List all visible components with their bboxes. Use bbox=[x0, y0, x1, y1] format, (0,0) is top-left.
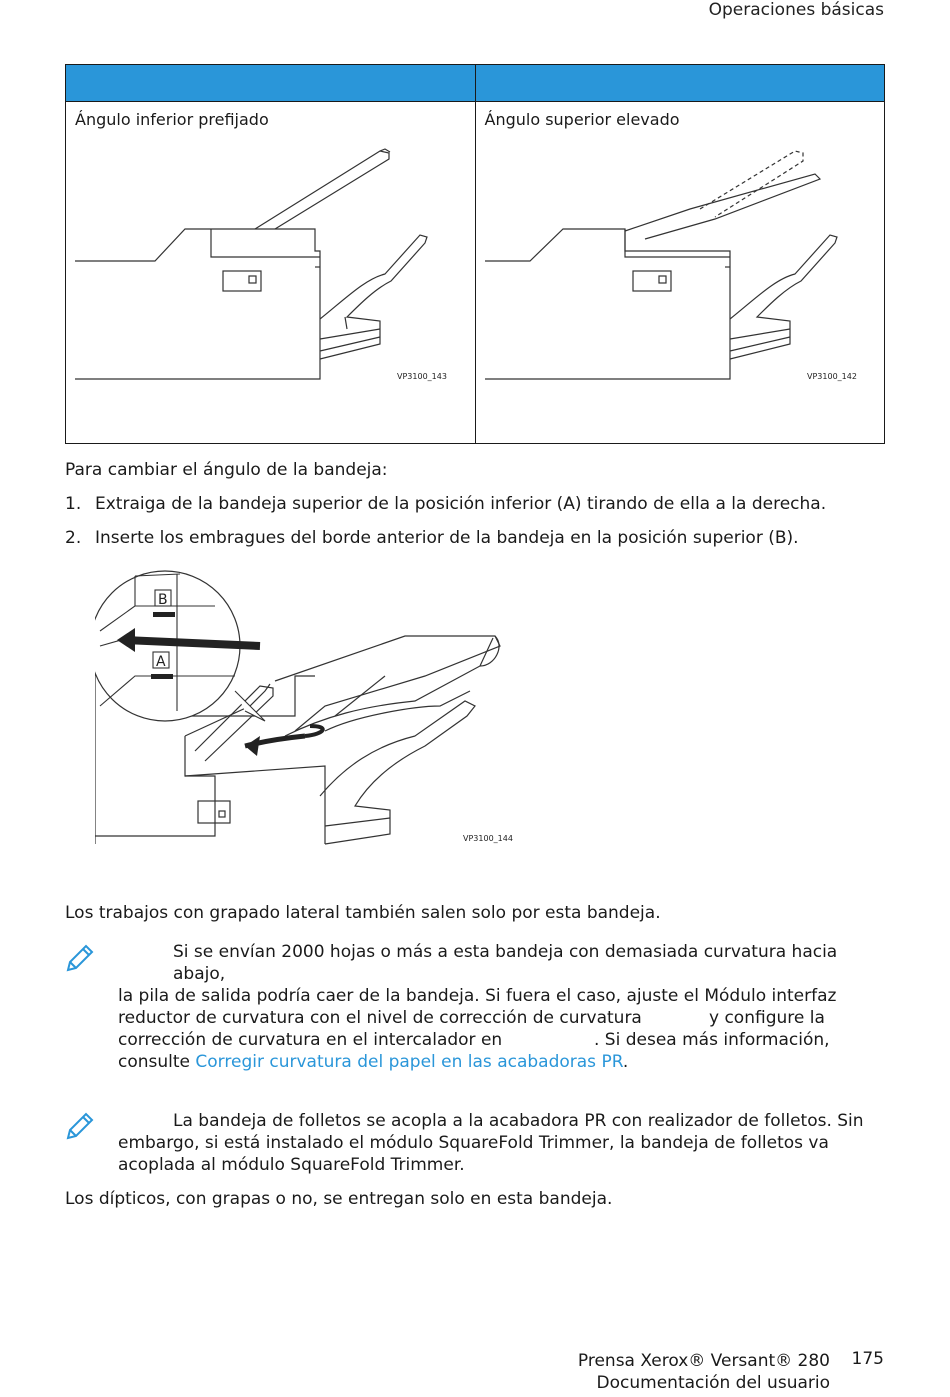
page-number: 175 bbox=[851, 1349, 884, 1369]
fig-code-143: VP3100_143 bbox=[397, 372, 447, 381]
note-line: consulte bbox=[118, 1052, 196, 1072]
high-angle-illustration bbox=[485, 139, 885, 391]
low-angle-illustration bbox=[75, 139, 475, 391]
stapled-paragraph: Los trabajos con grapado lateral también salen solo por esta bandeja. bbox=[65, 903, 661, 923]
table-header-row bbox=[66, 65, 885, 102]
fig-code-144: VP3100_144 bbox=[463, 834, 513, 843]
footer-product: Prensa Xerox® Versant® 280 bbox=[577, 1351, 830, 1371]
high-angle-caption: Ángulo superior elevado bbox=[484, 110, 680, 129]
step-number: 1. bbox=[65, 494, 82, 514]
note-line: la pila de salida podría caer de la bandeja. Si fuera el caso, ajuste el Módulo interfaz bbox=[118, 986, 837, 1006]
low-angle-caption: Ángulo inferior prefijado bbox=[75, 110, 269, 129]
note-line: . bbox=[622, 1052, 629, 1072]
booklets-paragraph: Los dípticos, con grapas o no, se entregan solo en esta bandeja. bbox=[65, 1189, 613, 1209]
note-line: La bandeja de folletos se acopla a la acabadora PR con realizador de folletos. Sin bbox=[173, 1111, 864, 1131]
note-curl bbox=[118, 941, 888, 1073]
intro-paragraph: Para cambiar el ángulo de la bandeja: bbox=[65, 460, 388, 480]
step-text: Extraiga de la bandeja superior de la posición inferior (A) tirando de ella a la derecha. bbox=[95, 494, 827, 514]
table-cell-low-angle bbox=[66, 102, 476, 444]
table-header-cell bbox=[475, 65, 885, 102]
fig-code-142: VP3100_142 bbox=[806, 372, 857, 381]
note-line: reductor de curvatura con el nivel de corrección de curvatura bbox=[118, 1008, 642, 1028]
page-header: Operaciones básicas bbox=[708, 0, 884, 20]
tray-angle-table bbox=[65, 64, 885, 444]
tray-clutch-illustration bbox=[95, 566, 525, 846]
note-line: embargo, si está instalado el módulo SquareFold Trimmer, la bandeja de folletos va bbox=[118, 1133, 829, 1153]
list-item bbox=[65, 528, 885, 552]
list-item bbox=[65, 494, 885, 518]
curl-correction-link[interactable]: Corregir curvatura del papel en las acabadoras PR bbox=[195, 1052, 623, 1072]
step-text: Inserte los embragues del borde anterior de la bandeja en la posición superior (B). bbox=[95, 528, 799, 548]
label-b: B bbox=[158, 592, 168, 608]
pencil-note-icon bbox=[64, 944, 94, 974]
footer-doc-title: Documentación del usuario bbox=[596, 1373, 830, 1393]
table-header-cell bbox=[66, 65, 476, 102]
note-line: corrección de curvatura en el intercalador en bbox=[118, 1030, 503, 1050]
note-line: acoplada al módulo SquareFold Trimmer. bbox=[118, 1155, 465, 1175]
table-cell-high-angle bbox=[475, 102, 885, 444]
pencil-note-icon bbox=[64, 1112, 94, 1142]
label-a: A bbox=[156, 654, 166, 670]
footer bbox=[578, 1350, 830, 1394]
note-line: . Si desea más información, bbox=[594, 1030, 830, 1050]
note-booklet bbox=[118, 1110, 888, 1176]
note-line: y configure la bbox=[709, 1008, 825, 1028]
note-line: Si se envían 2000 hojas o más a esta bandeja con demasiada curvatura hacia abajo, bbox=[173, 942, 838, 984]
step-number: 2. bbox=[65, 528, 82, 548]
table-row bbox=[66, 102, 885, 444]
